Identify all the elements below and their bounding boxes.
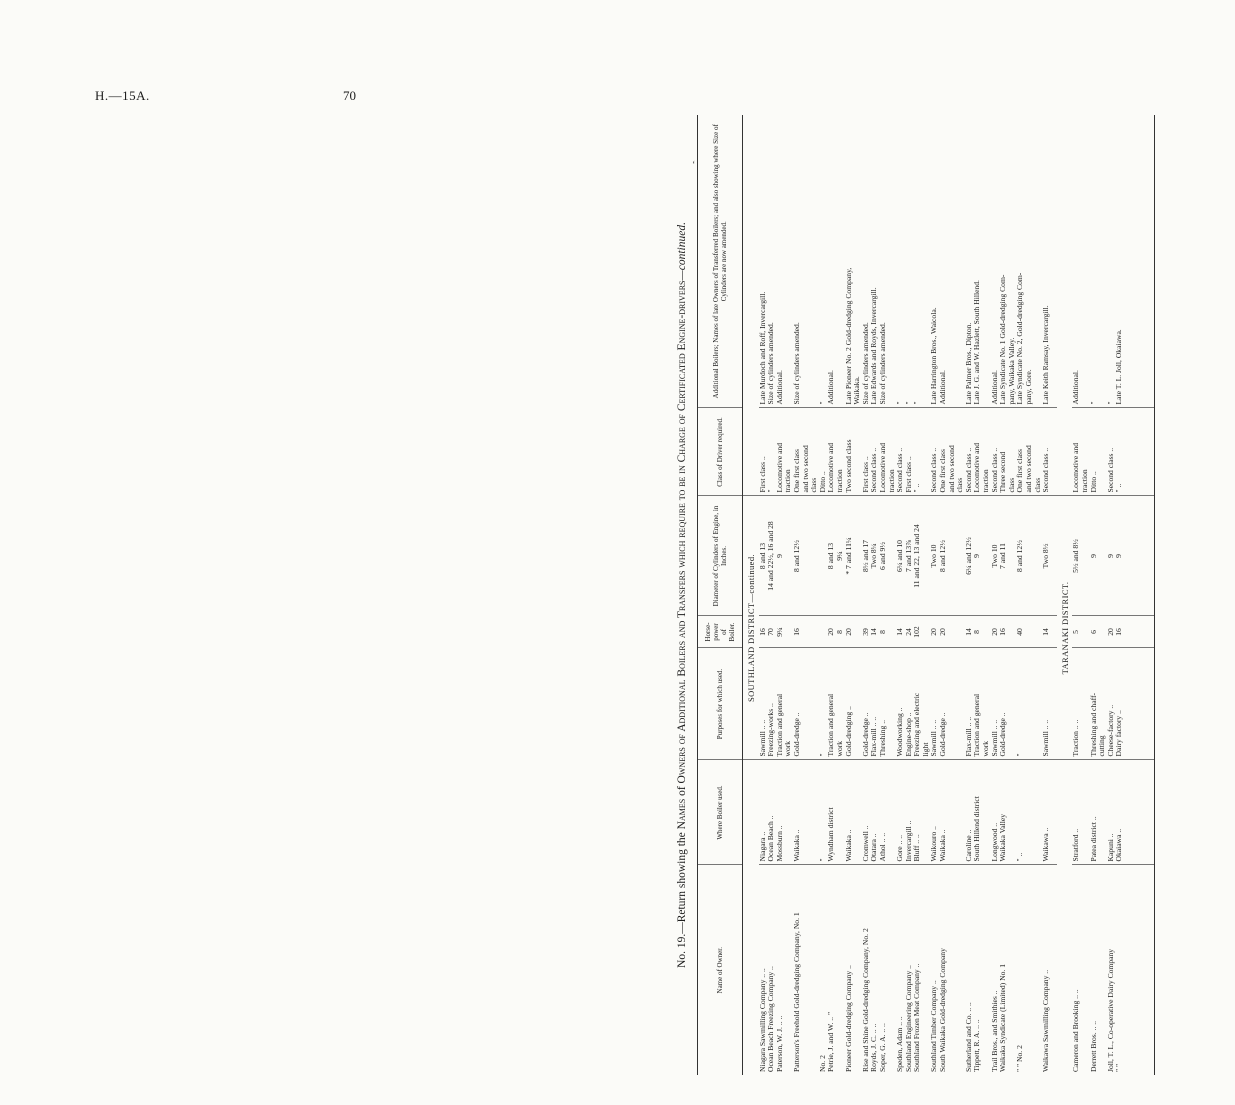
- cell-hp: [1025, 616, 1034, 648]
- cell-owner: [1008, 865, 1017, 1075]
- cell-diameter: 7 and 11: [999, 496, 1008, 616]
- cell-hp: 14: [896, 616, 905, 648]
- cell-owner: Southland Frozen Meat Company ..: [912, 963, 922, 1072]
- cell-hp: 14: [965, 616, 974, 648]
- cell-where: [1008, 760, 1017, 865]
- cell-hp: [810, 616, 819, 648]
- table-row: [879, 115, 888, 1075]
- cell-remarks: Size of cylinders amended.: [862, 115, 871, 408]
- cell-owner: Soper, G. A. .. ..: [877, 1023, 887, 1072]
- margin-mark: ʻ: [692, 160, 696, 171]
- cell-driver-class: Locomotive and: [827, 408, 836, 496]
- table-row: [1025, 115, 1034, 1075]
- table-row: [896, 115, 905, 1075]
- cell-driver-class: ": [767, 408, 776, 496]
- cell-remarks: Size of cylinders amended.: [879, 115, 888, 408]
- cell-remarks: Additional.: [1072, 115, 1081, 408]
- cell-owner: Joll, T. L., Co-operative Dairy Company: [1105, 948, 1115, 1072]
- table-row: [888, 115, 897, 1075]
- cell-where: Mossburn ..: [776, 760, 785, 865]
- cell-purpose: Traction and general: [827, 648, 836, 760]
- cell-remarks: Late Palmer Bros., Dipton.: [965, 115, 974, 408]
- cell-hp: 16: [759, 616, 768, 648]
- cell-hp: 20: [939, 616, 948, 648]
- cell-remarks: [810, 115, 819, 408]
- cell-owner: Ocean Beach Freezing Company ..: [766, 966, 776, 1072]
- cell-remarks: Additional.: [991, 115, 1000, 408]
- cell-driver-class: Ditto ..: [1090, 408, 1099, 496]
- col-diameter: Diameter of Cylinders of Engine, in Inches.: [698, 496, 743, 616]
- cell-diameter: 9: [973, 496, 982, 616]
- cell-remarks: Late Murdoch and Roff, Invercargill.: [759, 115, 768, 408]
- cell-where: Waikaka Valley: [999, 760, 1008, 865]
- cell-where: Bluff .. ..: [913, 760, 922, 865]
- table-row: [1090, 115, 1099, 1075]
- cell-purpose: Freezing and electric: [913, 648, 922, 760]
- cell-owner: Niagara Sawmilling Company .. ..: [757, 968, 767, 1072]
- cell-purpose: Gold-dredging ..: [845, 648, 854, 760]
- cell-driver-class: One first class: [793, 408, 802, 496]
- cell-where: Patea district ..: [1090, 760, 1099, 865]
- cell-diameter: * 7 and 11¼: [845, 496, 854, 616]
- cell-purpose: Threshing ..: [879, 648, 888, 760]
- cell-driver-class: class: [810, 408, 819, 496]
- cell-diameter: [810, 496, 819, 616]
- cell-owner: Royds, J. C. .. ..: [869, 1023, 879, 1072]
- cell-driver-class: Second class ..: [965, 408, 974, 496]
- cell-purpose: Traction and general: [776, 648, 785, 760]
- col-owner: Name of Owner.: [698, 865, 743, 1075]
- cell-driver-class: class: [1034, 408, 1043, 496]
- district-heading: SOUTHLAND DISTRICT—continued.: [743, 496, 759, 760]
- district-heading: TARANAKI DISTRICT.: [1057, 496, 1073, 760]
- cell-hp: 20: [930, 616, 939, 648]
- cell-driver-class: traction: [982, 408, 991, 496]
- table-row: [1107, 115, 1116, 1075]
- table-row: [913, 115, 922, 1075]
- cell-diameter: 6¼ and 10: [896, 496, 905, 616]
- cell-driver-class: Ditto ..: [819, 408, 828, 496]
- cell-diameter: 9: [1090, 496, 1099, 616]
- cell-driver-class: and two second: [948, 408, 957, 496]
- cell-driver-class: Second class ..: [896, 408, 905, 496]
- cell-driver-class: class: [956, 408, 965, 496]
- cell-diameter: 5½ and 8½: [1072, 496, 1081, 616]
- cell-purpose: work: [982, 648, 991, 760]
- cell-remarks: Size of cylinders amended.: [767, 115, 776, 408]
- table-row: [973, 115, 982, 1075]
- table-caption: No. 19.—Return showing the Names of Owners of Additional Boilers and Transfers which require to be in Charge of Certificated Engine-drivers—continued.: [676, 222, 688, 968]
- table-row: [767, 115, 776, 1075]
- table-row: [870, 115, 879, 1075]
- cell-driver-class: Two second class: [845, 408, 854, 496]
- table-row: [956, 115, 965, 1075]
- cell-remarks: ": [1107, 115, 1116, 408]
- cell-driver-class: One first class: [1016, 408, 1025, 496]
- cell-where: [802, 760, 811, 865]
- cell-remarks: pany, Waikaka Valley.: [1008, 115, 1017, 408]
- cell-purpose: Gold-dredge ..: [793, 648, 802, 760]
- cell-remarks: Additional.: [939, 115, 948, 408]
- cell-owner: Southland Timber Company ..: [929, 980, 939, 1072]
- table-row: [948, 115, 957, 1075]
- table-row: [1042, 115, 1051, 1075]
- cell-hp: 16: [1115, 616, 1124, 648]
- cell-hp: 20: [991, 616, 1000, 648]
- cell-purpose: work: [784, 648, 793, 760]
- cell-diameter: 9: [1107, 496, 1116, 616]
- cell-where: Cromwell ..: [862, 760, 871, 865]
- cell-diameter: [802, 496, 811, 616]
- table-row: [991, 115, 1000, 1075]
- district-spacer: [1057, 760, 1073, 1075]
- col-driver-class: Class of Driver required.: [698, 408, 743, 496]
- cell-remarks: [1098, 115, 1107, 408]
- cell-owner: Speden, Adam .. ..: [895, 1016, 905, 1072]
- cell-diameter: [1025, 496, 1034, 616]
- cell-hp: 20: [1107, 616, 1116, 648]
- cell-hp: 14: [870, 616, 879, 648]
- cell-owner: Cameron and Brooking .. ..: [1071, 989, 1081, 1072]
- district-heading-row: [1057, 115, 1073, 1075]
- table-row: [1016, 115, 1025, 1075]
- table-row: [810, 115, 819, 1075]
- table-row: [999, 115, 1008, 1075]
- cell-driver-class: Second class ..: [1107, 408, 1116, 496]
- cell-hp: 24: [905, 616, 914, 648]
- cell-remarks: [888, 115, 897, 408]
- cell-owner: Rise and Shine Gold-dredging Company, No. 2: [860, 928, 870, 1072]
- cell-purpose: light: [922, 648, 931, 760]
- cell-diameter: 14 and 22½, 16 and 28: [767, 496, 776, 616]
- cell-driver-class: traction: [784, 408, 793, 496]
- cell-purpose: ": [1016, 648, 1025, 760]
- cell-where: Waikaka ..: [793, 760, 802, 865]
- table-row: [1115, 115, 1124, 1075]
- cell-owner: Trail Bros., and Smithies ..: [989, 990, 999, 1072]
- cell-where: [810, 760, 819, 865]
- cell-where: Waikaka ..: [845, 760, 854, 865]
- cell-driver-class: and two second: [802, 408, 811, 496]
- cell-remarks: Late Keith Ramsay, Invercargill.: [1042, 115, 1051, 408]
- cell-owner: Derrett Bros. .. ..: [1088, 1020, 1098, 1072]
- cell-purpose: [810, 648, 819, 760]
- col-purpose: Purposes for which used.: [698, 648, 743, 760]
- cell-where: [948, 760, 957, 865]
- cell-where: Waikawa ..: [1042, 760, 1051, 865]
- cell-purpose: [948, 648, 957, 760]
- district-spacer: [743, 115, 759, 496]
- cell-driver-class: Three second: [999, 408, 1008, 496]
- cell-diameter: 8 and 12½: [939, 496, 948, 616]
- cell-owner: " ": [1114, 1063, 1124, 1072]
- cell-where: " ..: [1016, 760, 1025, 865]
- cell-remarks: ": [1090, 115, 1099, 408]
- cell-hp: [802, 616, 811, 648]
- district-spacer: [1057, 115, 1073, 496]
- cell-hp: 5: [1072, 616, 1081, 648]
- table-bottom-row: [1124, 115, 1155, 1075]
- cell-purpose: Traction and general: [973, 648, 982, 760]
- cell-remarks: [802, 115, 811, 408]
- cell-diameter: 8 and 13: [827, 496, 836, 616]
- cell-where: Invercargill ..: [905, 760, 914, 865]
- cell-owner: South Waikaka Gold-dredging Company: [938, 948, 948, 1072]
- cell-hp: 8: [879, 616, 888, 648]
- cell-owner: [948, 865, 957, 1075]
- cell-hp: [948, 616, 957, 648]
- cell-purpose: Sawmill .. ..: [759, 648, 768, 760]
- cell-purpose: ": [819, 648, 828, 760]
- cell-owner: Tippett, R. A. .. ..: [972, 1019, 982, 1072]
- cell-purpose: [802, 648, 811, 760]
- cell-driver-class: traction: [1081, 408, 1090, 496]
- cell-driver-class: Locomotive and: [879, 408, 888, 496]
- table-row: [819, 115, 828, 1075]
- cell-where: Longwood ..: [991, 760, 1000, 865]
- table-row: [905, 115, 914, 1075]
- cell-where: South Hillend district: [973, 760, 982, 865]
- cell-purpose: Flax-mill .. ..: [870, 648, 879, 760]
- cell-remarks: ": [896, 115, 905, 408]
- cell-owner: Southland Engineering Company ..: [903, 965, 913, 1072]
- cell-purpose: Gold-dredge ..: [862, 648, 871, 760]
- cell-remarks: Late Harrington Bros., Waicola.: [930, 115, 939, 408]
- cell-driver-class: " ..: [1115, 408, 1124, 496]
- cell-purpose: [1025, 648, 1034, 760]
- cell-where: Waikaka ..: [939, 760, 948, 865]
- cell-remarks: Late Syndicate No. 1 Gold-dredging Com-: [999, 115, 1008, 408]
- cell-driver-class: Second class ..: [1042, 408, 1051, 496]
- cell-remarks: [948, 115, 957, 408]
- cell-remarks: ": [905, 115, 914, 408]
- table-row: [1034, 115, 1043, 1075]
- cell-diameter: [948, 496, 957, 616]
- cell-purpose: [1008, 648, 1017, 760]
- cell-remarks: [1081, 115, 1090, 408]
- cell-driver-class: traction: [836, 408, 845, 496]
- table-row: [776, 115, 785, 1075]
- cell-remarks: ": [913, 115, 922, 408]
- table-row: [836, 115, 845, 1075]
- cell-remarks: Late J. G. and W. Hazlett, South Hillend.: [973, 115, 982, 408]
- cell-where: Okaiawa ..: [1115, 760, 1124, 865]
- cell-diameter: 6¼ and 12½: [965, 496, 974, 616]
- cell-owner: Sutherland and Co. .. ..: [963, 1002, 973, 1072]
- table-row: [802, 115, 811, 1075]
- rotated-table-page: [675, 115, 1235, 1075]
- cell-where: Stratford ..: [1072, 760, 1081, 865]
- table-row: [930, 115, 939, 1075]
- cell-where: Niagara ..: [759, 760, 768, 865]
- cell-diameter: 11 and 22, 13 and 24: [913, 496, 922, 616]
- cell-where: Athol .. ..: [879, 760, 888, 865]
- cell-hp: 70: [767, 616, 776, 648]
- cell-diameter: 9: [776, 496, 785, 616]
- cell-hp: 6: [1090, 616, 1099, 648]
- cell-remarks: Late Syndicate No. 2, Gold-dredging Com-: [1016, 115, 1025, 408]
- cell-purpose: work: [836, 648, 845, 760]
- cell-owner: Waikaka Syndicate (Limited) No. 1: [998, 964, 1008, 1072]
- cell-hp: 20: [827, 616, 836, 648]
- cell-remarks: ": [819, 115, 828, 408]
- cell-where: Gore .. ..: [896, 760, 905, 865]
- cell-remarks: pany, Gore.: [1025, 115, 1034, 408]
- cell-diameter: 9¼: [836, 496, 845, 616]
- cell-diameter: 6 and 9½: [879, 496, 888, 616]
- cell-diameter: 7 and 13⅞: [905, 496, 914, 616]
- cell-hp: 9¾: [776, 616, 785, 648]
- cell-hp: 102: [913, 616, 922, 648]
- returns-table: [697, 115, 1155, 1075]
- cell-purpose: Flax-mill .. ..: [965, 648, 974, 760]
- cell-driver-class: Second class ..: [870, 408, 879, 496]
- cell-owner: Petrie, J. and W. .. ": [826, 1011, 836, 1072]
- table-row: [793, 115, 802, 1075]
- col-remarks: Additional Boilers; Names of late Owners of Transferred Boilers; and also showing where Size of Cylinders are now amended.: [698, 115, 743, 408]
- cell-purpose: Threshing and chaff-: [1090, 648, 1099, 760]
- cell-purpose: Dairy factory ..: [1115, 648, 1124, 760]
- cell-driver-class: Locomotive and: [1072, 408, 1081, 496]
- cell-remarks: Late T. L. Joll, Okaiawa.: [1115, 115, 1124, 408]
- cell-purpose: Traction .. ..: [1072, 648, 1081, 760]
- cell-purpose: Gold-dredge ..: [999, 648, 1008, 760]
- table-row: [827, 115, 836, 1075]
- table-row: [759, 115, 768, 1075]
- cell-driver-class: " ..: [913, 408, 922, 496]
- district-heading-row: [743, 115, 759, 1075]
- cell-hp: 39: [862, 616, 871, 648]
- table-row: [1008, 115, 1017, 1075]
- col-where: Where Boiler used.: [698, 760, 743, 865]
- cell-remarks: Additional.: [776, 115, 785, 408]
- cell-diameter: Two 10: [991, 496, 1000, 616]
- cell-driver-class: Locomotive and: [776, 408, 785, 496]
- document-reference: H.—15A.: [95, 88, 150, 103]
- cell-purpose: Cheese-factory ..: [1107, 648, 1116, 760]
- cell-driver-class: Second class ..: [930, 408, 939, 496]
- cell-diameter: 8 and 12½: [1016, 496, 1025, 616]
- cell-driver-class: traction: [888, 408, 897, 496]
- cell-owner: [1025, 865, 1034, 1075]
- cell-where: Otatara ..: [870, 760, 879, 865]
- table-row: [862, 115, 871, 1075]
- cell-where: Waikouro ..: [930, 760, 939, 865]
- cell-remarks: Late Edwards and Royds, Invercargill.: [870, 115, 879, 408]
- cell-diameter: Two 8¼: [870, 496, 879, 616]
- table-row: [1081, 115, 1090, 1075]
- cell-diameter: 9: [1115, 496, 1124, 616]
- cell-hp: 40: [1016, 616, 1025, 648]
- cell-owner: No. 2: [817, 1055, 827, 1072]
- cell-hp: 8: [973, 616, 982, 648]
- cell-hp: 8: [836, 616, 845, 648]
- table-row: [845, 115, 854, 1075]
- cell-remarks: Additional.: [827, 115, 836, 408]
- cell-purpose: cutting: [1098, 648, 1107, 760]
- cell-driver-class: First class ..: [905, 408, 914, 496]
- cell-owner: Pioneer Gold-dredging Company ..: [843, 965, 853, 1072]
- cell-driver-class: and two second: [1025, 408, 1034, 496]
- cell-purpose: Freezing-works ..: [767, 648, 776, 760]
- cell-owner: Waikawa Sawmilling Company ..: [1041, 969, 1051, 1072]
- cell-where: [1025, 760, 1034, 865]
- cell-diameter: 8 and 13: [759, 496, 768, 616]
- cell-purpose: Sawmill .. ..: [991, 648, 1000, 760]
- cell-hp: 16: [793, 616, 802, 648]
- col-horse-power: Horse-power of Boiler.: [698, 616, 743, 648]
- cell-where: Ocean Beach ..: [767, 760, 776, 865]
- cell-diameter: 8½ and 17: [862, 496, 871, 616]
- cell-purpose: Sawmill .. ..: [930, 648, 939, 760]
- cell-driver-class: First class ..: [759, 408, 768, 496]
- district-spacer: [743, 760, 759, 1075]
- cell-diameter: Two 10: [930, 496, 939, 616]
- cell-remarks: Waikaka.: [853, 115, 862, 408]
- cell-diameter: 8 and 12½: [793, 496, 802, 616]
- cell-driver-class: class: [1008, 408, 1017, 496]
- cell-driver-class: First class ..: [862, 408, 871, 496]
- cell-where: ": [819, 760, 828, 865]
- table-row: [1072, 115, 1081, 1075]
- cell-purpose: Engine-shop ..: [905, 648, 914, 760]
- cell-purpose: Woodworking ..: [896, 648, 905, 760]
- table-row: [939, 115, 948, 1075]
- cell-hp: 14: [1042, 616, 1051, 648]
- cell-hp: 16: [999, 616, 1008, 648]
- cell-remarks: Size of cylinders amended.: [793, 115, 802, 408]
- cell-driver-class: Second class ..: [991, 408, 1000, 496]
- cell-owner: " " No. 2: [1015, 1045, 1025, 1072]
- cell-remarks: Late Pioneer No. 2 Gold-dredging Company,: [845, 115, 854, 408]
- cell-where: Kapuni ..: [1107, 760, 1116, 865]
- table-row: [1098, 115, 1107, 1075]
- cell-where: Caroline ..: [965, 760, 974, 865]
- table-row: [982, 115, 991, 1075]
- cell-owner: Patterson's Freehold Gold-dredging Company, No. 1: [791, 912, 801, 1072]
- cell-driver-class: Locomotive and: [973, 408, 982, 496]
- cell-where: Wyndham district: [827, 760, 836, 865]
- cell-owner: [802, 865, 811, 1075]
- cell-diameter: Two 8½: [1042, 496, 1051, 616]
- page-number: 70: [343, 88, 356, 103]
- table-row: [922, 115, 931, 1075]
- table-header-row: [698, 115, 743, 1075]
- cell-purpose: Gold-dredge ..: [939, 648, 948, 760]
- cell-purpose: Sawmill .. ..: [1042, 648, 1051, 760]
- table-row: [965, 115, 974, 1075]
- cell-remarks: [982, 115, 991, 408]
- cell-owner: Paterson, W. J. .. ..: [774, 1015, 784, 1072]
- cell-owner: [810, 865, 819, 1075]
- cell-driver-class: One first class: [939, 408, 948, 496]
- cell-hp: 20: [845, 616, 854, 648]
